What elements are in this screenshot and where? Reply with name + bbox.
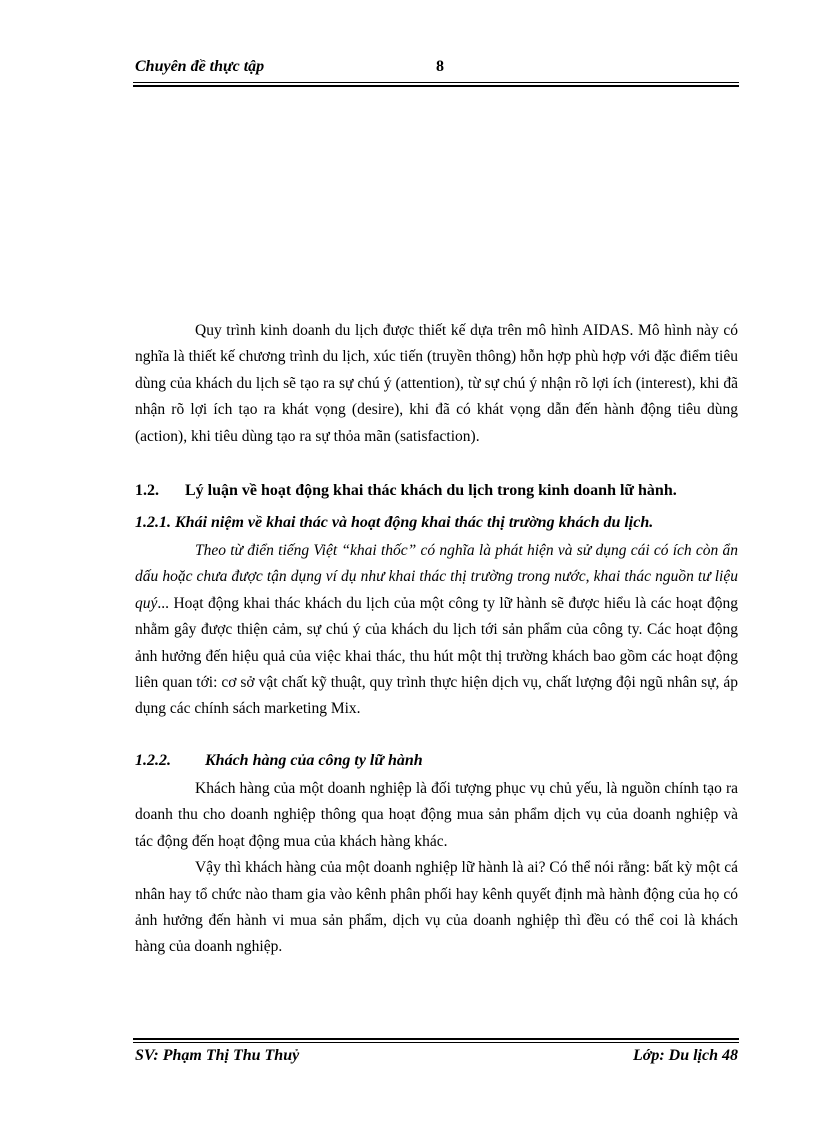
definition-italic: Theo từ điển tiếng Việt “khai thốc” có nghĩa là phát hiện và sử dụng cái có ích còn ẩn dấu hoặc chưa được tận dụng ví dụ như khai thác thị trường trong nước, khai thác nguồn tư liệu quý (135, 542, 738, 612)
section-1-2-1-paragraph (135, 538, 738, 723)
header-rule-thick (133, 85, 739, 87)
header-rule-thin (133, 82, 739, 83)
definition-continuation: ... Hoạt động khai thác khách du lịch của một công ty lữ hành sẽ được hiểu là các hoạt động nhằm gây được thiện cảm, sự chú ý của khách du lịch tới sản phẩm của công ty. Các hoạt động ảnh hưởng đến hiệu quả của việc khai thác, thu hút một thị trường khách bao gồm các hoạt động liên quan tới: cơ sở vật chất kỹ thuật, quy trình thực hiện dịch vụ, chất lượng đội ngũ nhân sự, áp dụng các chính sách marketing Mix. (135, 594, 738, 718)
footer-rule-thick (133, 1038, 739, 1040)
section-1-2-1-body (135, 538, 738, 723)
header-title: Chuyên đề thực tập (135, 58, 265, 75)
section-1-2-2-title: Khách hàng của công ty lữ hành (205, 752, 423, 769)
intro-paragraph: Quy trình kinh doanh du lịch được thiết kế dựa trên mô hình AIDAS. Mô hình này có nghĩa là thiết kế chương trình du lịch, xúc tiến (truyền thông) hỗn hợp phù hợp với đặc điểm tiêu dùng của khách du lịch sẽ tạo ra sự chú ý (attention), từ sự chú ý nhận rõ lợi ích (interest), khi đã nhận rõ lợi ích tạo ra khát vọng (desire), khi đã có khát vọng dẫn đến hành động tiêu dùng (action), khi tiêu dùng tạo ra sự thỏa mãn (satisfaction). (135, 322, 738, 445)
footer-student: SV: Phạm Thị Thu Thuỷ (135, 1047, 300, 1064)
section-1-2-2-body (135, 776, 738, 961)
page-number: 8 (436, 58, 444, 75)
section-1-2-2-number: 1.2.2. (135, 752, 171, 769)
section-1-2-title: Lý luận về hoạt động khai thác khách du lịch trong kinh doanh lữ hành. (185, 482, 677, 499)
section-1-2-heading (135, 482, 677, 500)
footer-rule-thin (133, 1042, 739, 1043)
intro-block (135, 318, 738, 450)
customer-paragraph-1: Khách hàng của một doanh nghiệp là đối tượng phục vụ chủ yếu, là nguồn chính tạo ra doanh thu cho doanh nghiệp thông qua hoạt động mua sản phẩm dịch vụ của doanh nghiệp và tác động đến hoạt động mua của khách hàng khác. (135, 780, 738, 850)
section-1-2-number: 1.2. (135, 482, 159, 499)
section-1-2-1-heading: 1.2.1. Khái niệm về khai thác và hoạt động khai thác thị trường khách du lịch. (135, 514, 654, 531)
customer-paragraph-2: Vậy thì khách hàng của một doanh nghiệp lữ hành là ai? Có thể nói rằng: bất kỳ một cá nhân hay tổ chức nào tham gia vào kênh phân phối hay kênh quyết định mà hành động của họ có ảnh hưởng đến hành vi mua sản phẩm, dịch vụ của doanh nghiệp thì đều có thể coi là khách hàng của doanh nghiệp. (135, 859, 738, 956)
section-1-2-2-heading (135, 752, 423, 770)
footer-class: Lớp: Du lịch 48 (632, 1047, 738, 1064)
